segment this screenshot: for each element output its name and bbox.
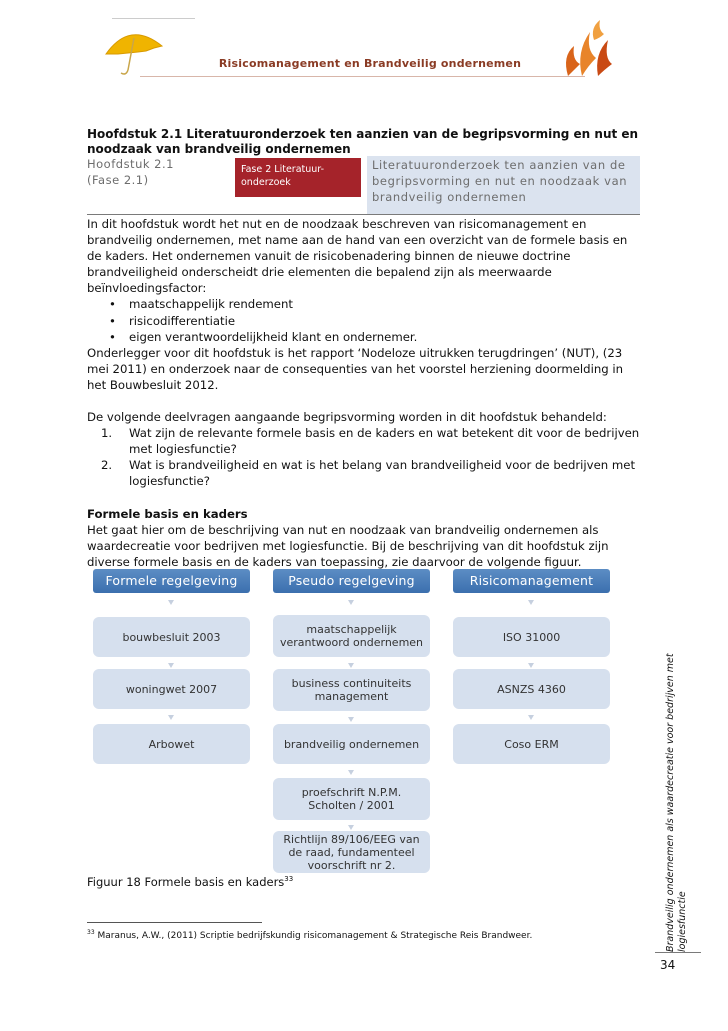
umbrella-handle [121, 70, 128, 74]
section-paragraph: Het gaat hier om de beschrijving van nut en noodzaak van brandveilig ondernemen als waardecreatie voor bedrijven met logiesfunctie. Bij de beschrijving van dit hoofdstuk zijn diverse formele basis en de kaders van toepassing, zie daarvoor de volgende figuur. [87, 522, 609, 569]
page-number: 34 [660, 958, 676, 972]
question-item: 2. Wat is brandveiligheid en wat is het belang van brandveiligheid voor de bedrijven met logiesfunctie? [101, 458, 636, 489]
diagram-box: Arbowet [93, 724, 250, 764]
intro-paragraph: In dit hoofdstuk wordt het nut en de noodzaak beschreven van risicomanagement en brandveilig ondernemen, met name aan de hand van een overzicht van de formele basis en de kaders. Het ondernemen vanuit de risicobenadering binnen de nieuwe doctrine brandveiligheid onderscheidt drie elementen die bepalend zijn als meerwaarde beïnvloedingsfactor: [87, 217, 628, 296]
arrow-down-icon [168, 663, 174, 668]
side-title-text: Brandveilig ondernemen als waardecreatie voor bedrijven met logiesfunctie [665, 653, 688, 952]
arrow-down-icon [168, 600, 174, 605]
footnote-number: 33 [87, 929, 95, 936]
diagram-box: ISO 31000 [453, 617, 610, 657]
flame-logo [560, 18, 618, 80]
side-title [665, 652, 699, 952]
header-rule [140, 76, 585, 77]
figure-caption: Figuur 18 Formele basis en kaders$^{33}$ [87, 875, 294, 889]
arrow-down-icon [348, 717, 354, 722]
arrow-down-icon [168, 715, 174, 720]
diagram-box: woningwet 2007 [93, 669, 250, 709]
bullet-item: • eigen verantwoordelijkheid klant en ondernemer. [87, 329, 642, 345]
arrow-down-icon [348, 600, 354, 605]
footnote: $^{33}$ Maranus, A.W., (2011) Scriptie bedrijfskundig risicomanagement & Strategische Reis Brandweer. [87, 929, 533, 941]
flame-top [593, 20, 604, 40]
flame-right [597, 40, 612, 76]
phase-badge: Fase 2 Literatuur-onderzoek [235, 158, 361, 197]
arrow-down-icon [348, 770, 354, 775]
bullet-list [87, 296, 642, 344]
after-bullets-paragraph: Onderlegger voor dit hoofdstuk is het rapport ‘Nodeloze uitrukken terugdringen’ (NUT), (23 mei 2011) en onderzoek naar de consequenties van het voorstel herziening doormelding in het Bouwbesluit 2012. [87, 345, 624, 392]
footnote-reference[interactable]: 33 [284, 875, 294, 884]
page-number-rule [655, 952, 701, 953]
footnote-rule [87, 922, 262, 923]
phase-table-rule [87, 214, 640, 215]
diagram-header-formal: Formele regelgeving [93, 569, 250, 593]
diagram-box: business continuiteits management [273, 669, 430, 711]
umbrella-logo [100, 18, 170, 80]
diagram-box: maatschappelijk verantwoord ondernemen [273, 615, 430, 657]
bullet-item: • maatschappelijk rendement [87, 296, 642, 312]
bullet-item: • risicodifferentiatie [87, 313, 642, 329]
questions-list [87, 425, 642, 489]
arrow-down-icon [528, 663, 534, 668]
question-item: 1. Wat zijn de relevante formele basis en de kaders en wat betekent dit voor de bedrijven met logiesfunctie? [101, 426, 640, 457]
questions-intro: De volgende deelvragen aangaande begripsvorming worden in dit hoofdstuk behandeld: [87, 410, 607, 425]
header-title: Risicomanagement en Brandveilig ondernemen [218, 57, 522, 70]
body-text [87, 216, 642, 570]
phase-table [87, 156, 640, 214]
umbrella-canopy [106, 35, 162, 54]
arrow-down-icon [528, 715, 534, 720]
phase-chapter-label: Hoofdstuk 2.1 [87, 157, 174, 171]
phase-mid-cell [232, 156, 367, 214]
diagram-box: brandveilig ondernemen [273, 724, 430, 764]
arrow-down-icon [348, 663, 354, 668]
diagram-box: ASNZS 4360 [453, 669, 610, 709]
diagram-box: Richtlijn 89/106/EEG van de raad, fundamenteel voorschrift nr 2. [273, 831, 430, 873]
diagram-header-risk: Risicomanagement [453, 569, 610, 593]
arrow-down-icon [348, 825, 354, 830]
phase-phase-label: (Fase 2.1) [87, 173, 149, 187]
phase-description: Literatuuronderzoek ten aanzien van de begripsvorming en nut en noodzaak van brandveilig ondernemen [367, 156, 640, 214]
diagram-box: Coso ERM [453, 724, 610, 764]
phase-left-cell [87, 156, 232, 214]
diagram-box: bouwbesluit 2003 [93, 617, 250, 657]
arrow-down-icon [528, 600, 534, 605]
diagram-header-pseudo: Pseudo regelgeving [273, 569, 430, 593]
chapter-heading: Hoofdstuk 2.1 Literatuuronderzoek ten aanzien van de begripsvorming en nut en noodzaak van brandveilig ondernemen [87, 127, 639, 156]
section-heading: Formele basis en kaders [87, 506, 248, 521]
diagram-box: proefschrift N.P.M. Scholten / 2001 [273, 778, 430, 820]
